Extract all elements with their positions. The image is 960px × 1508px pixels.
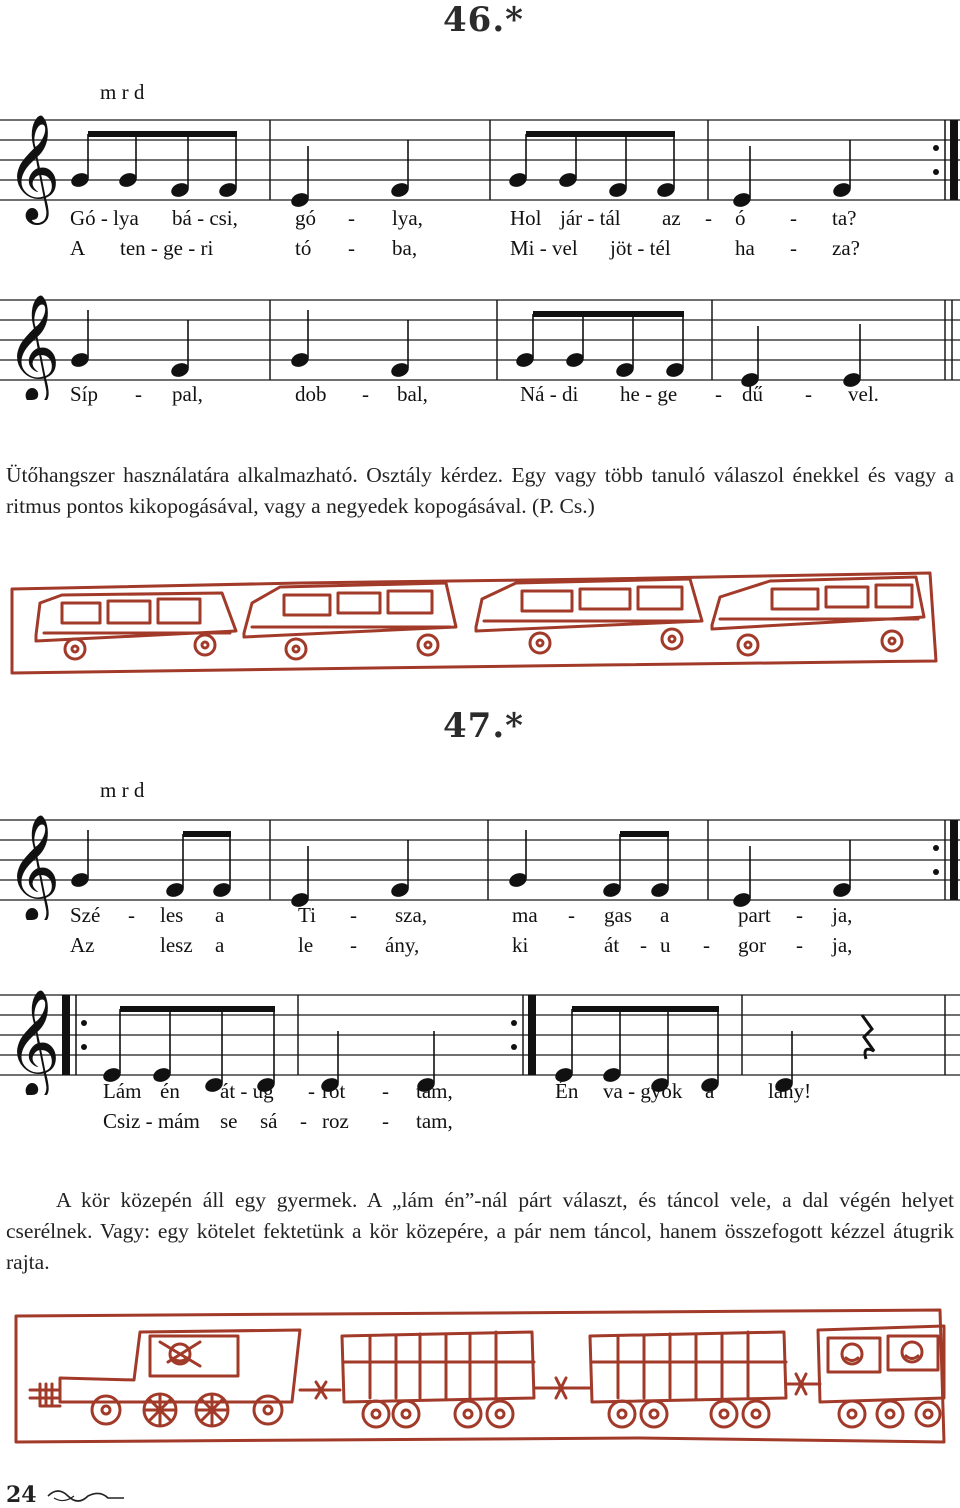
- lyric: -: [300, 1109, 307, 1133]
- lyric: -: [796, 903, 803, 927]
- treble-clef-icon: 𝄞: [6, 988, 61, 1095]
- lyric: Ná - di: [520, 382, 579, 406]
- lyric: Hol: [510, 206, 542, 230]
- lyric: -: [348, 206, 355, 230]
- lyric: gor: [738, 933, 766, 957]
- lyric: a: [660, 903, 670, 927]
- lyric: ma: [512, 903, 538, 927]
- lyric: -: [128, 903, 135, 927]
- lyric: tó: [295, 236, 312, 260]
- lyric: A: [70, 236, 86, 260]
- lyric: a: [215, 903, 225, 927]
- lyric: -: [308, 1079, 315, 1103]
- song-46-title: 46.*: [443, 0, 524, 40]
- song-47-title: 47.*: [443, 706, 524, 746]
- lyric: lány!: [768, 1079, 812, 1103]
- lyric: gó: [295, 206, 316, 230]
- lyric: az: [662, 206, 681, 230]
- lyric: Szé: [70, 903, 101, 927]
- lyric: át - ug: [220, 1079, 274, 1103]
- train-drawing: [0, 1302, 960, 1452]
- lyric: Lám: [103, 1079, 142, 1103]
- lyric: tam,: [416, 1079, 453, 1103]
- lyric: za?: [832, 236, 860, 260]
- lyric: Mi - vel: [510, 236, 578, 260]
- lyric: ha: [735, 236, 755, 260]
- lyric: dob: [295, 382, 327, 406]
- lyric: sá: [260, 1109, 278, 1133]
- lyric: ten - ge - ri: [120, 236, 214, 260]
- lyric: va - gyok: [603, 1079, 683, 1103]
- lyric: sza,: [395, 903, 428, 927]
- quarter-rest-icon: [862, 1015, 874, 1059]
- staff-47-2: [0, 975, 960, 1095]
- lyric: -: [640, 933, 647, 957]
- lyric: gas: [604, 903, 632, 927]
- lyric: pal,: [172, 382, 203, 406]
- treble-clef-icon: 𝄞: [6, 113, 61, 220]
- staff-46-1: [0, 100, 960, 300]
- ornament-icon: [44, 1486, 124, 1506]
- lyric: Síp: [70, 382, 99, 406]
- lyric: -: [805, 382, 812, 406]
- lyric: bal,: [397, 382, 428, 406]
- staff-47-1: [0, 800, 960, 920]
- lyric: -: [362, 382, 369, 406]
- lyric: lya,: [392, 206, 423, 230]
- lyric: -: [790, 236, 797, 260]
- lyric: ba,: [392, 236, 418, 260]
- lyric: vel.: [848, 382, 879, 406]
- lyric: -: [715, 382, 722, 406]
- lyric: -: [350, 933, 357, 957]
- lyric: -: [796, 933, 803, 957]
- lyric: a: [705, 1079, 715, 1103]
- lyric: -: [350, 903, 357, 927]
- lyric: jöt - tél: [610, 236, 671, 260]
- lyric: roz: [322, 1109, 349, 1133]
- lyric: -: [348, 236, 355, 260]
- lyric: he - ge: [620, 382, 678, 406]
- lyric: rot: [322, 1079, 346, 1103]
- lyric: bá - csi,: [172, 206, 238, 230]
- lyric: le: [298, 933, 314, 957]
- lyric: jár - tál: [560, 206, 621, 230]
- page-number: 24: [6, 1482, 37, 1508]
- lyric: u: [660, 933, 671, 957]
- lyric: ány,: [385, 933, 420, 957]
- lyric: ó: [735, 206, 746, 230]
- lyric: a: [215, 933, 225, 957]
- lyric: -: [705, 206, 712, 230]
- lyric: -: [382, 1109, 389, 1133]
- lyric: ja,: [832, 903, 853, 927]
- lyric: tam,: [416, 1109, 453, 1133]
- lyric: -: [568, 903, 575, 927]
- lyric: én: [160, 1079, 180, 1103]
- lyric: dű: [742, 382, 763, 406]
- lyric: se: [220, 1109, 238, 1133]
- lyric: lesz: [160, 933, 193, 957]
- lyric: Az: [70, 933, 95, 957]
- lyric: ta?: [832, 206, 857, 230]
- staff-46-2: [0, 280, 960, 400]
- treble-clef-icon: 𝄞: [6, 293, 61, 400]
- lyric: Én: [555, 1079, 579, 1103]
- lyric: les: [160, 903, 184, 927]
- song-47-instructions: A kör közepén áll egy gyermek. A „lám én”-nál párt választ, és táncol vele, a dal végén helyet cserélnek. Vagy: egy kötelet fektetünk a kör közepére, a pár nem táncol, hanem összefogott kézzel átugrik rajta.: [6, 1188, 954, 1274]
- solmization-47: m r d: [100, 778, 145, 802]
- solmization-46: m r d: [100, 80, 145, 104]
- lyric: -: [135, 382, 142, 406]
- song-46-instructions: Ütőhangszer használatára alkalmazható. Osztály kérdez. Egy vagy több tanuló válaszol énekkel és vagy a ritmus pontos kikopogásával, vagy a negyedek kopogásával. (P. Cs.): [6, 463, 954, 518]
- lyric: Gó - lya: [70, 206, 139, 230]
- treble-clef-icon: 𝄞: [6, 813, 61, 920]
- lyric: Csiz - mám: [103, 1109, 200, 1133]
- lyric: ki: [512, 933, 529, 957]
- lyric: -: [703, 933, 710, 957]
- lyric: át: [604, 933, 620, 957]
- lyric: -: [790, 206, 797, 230]
- lyric: Ti: [298, 903, 316, 927]
- bus-row-drawing: [0, 565, 960, 685]
- lyric: -: [382, 1079, 389, 1103]
- lyric: part: [738, 903, 771, 927]
- lyric: ja,: [832, 933, 853, 957]
